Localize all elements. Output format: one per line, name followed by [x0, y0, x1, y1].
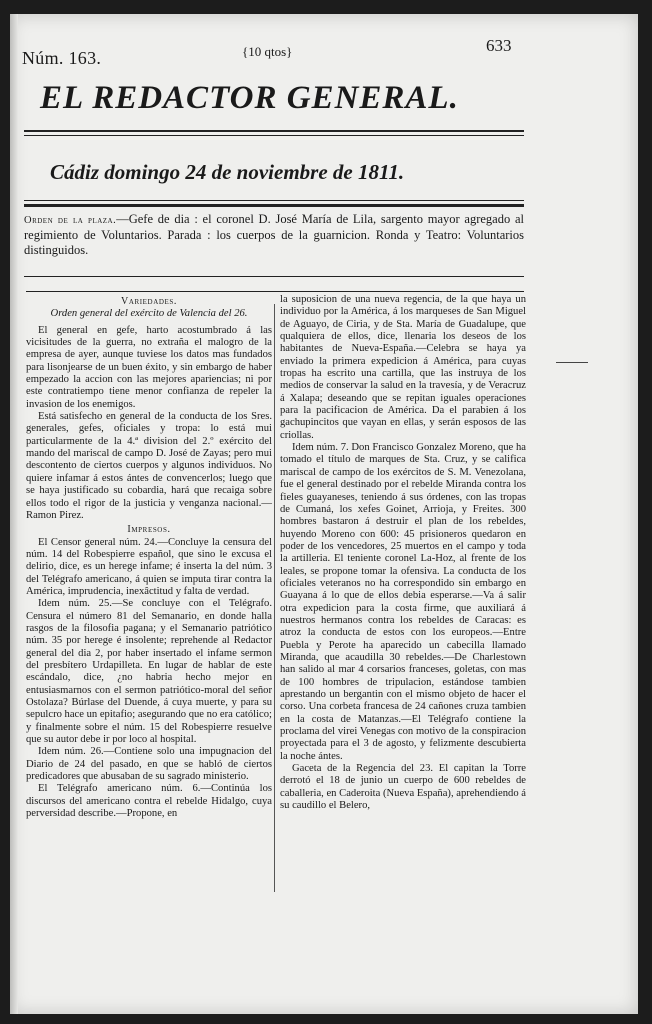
orden-label: Orden de la plaza. — [24, 215, 117, 226]
orden-de-la-plaza — [24, 212, 524, 258]
left-column — [26, 294, 272, 820]
paragraph: Idem núm. 7. Don Francisco Gonzalez Moreno, que ha tomado el título de marques de Sta. Cruz, y se califica mariscal de campo de los exércitos de S. M. Venezolana, fue el general destinado por el rebelde Miranda contra los fieles guayaneses, teniendo á sus órdenes, con las tropas de Cumaná, los xefes Goinet, Arrioja, y Freites. 300 hombres bastaron á destruir el plan de los rebeldes, huyendo Moreno con 600: 45 prisioneros quedaron en poder de los vencedores, 25 muertos en el campo y toda la artilleria. El teniente coronel La-Hoz, al frente de los leales, se propone tomar la ofensiva. La conducta de los oficiales veteranos no ha correspondido sin embargo en Guayana á lo que de ellos debia esperarse.—Va á salir otra expedicion para la costa firme, que auxiliará á nuestros hermanos contra los rebeldes de Caracas: es atroz la conducta de estos con los europeos.—Entre Puebla y Perote ha aparecido un cabecilla llamado Miranda, que acaudilla 30 rebeldes.—De Charlestown han salido al mar 4 corsarios franceses, goletas, con mas de 100 hombres de tripulacion, estándose tambien aprestando un bergantin con el mismo objeto de hacer el corso. Una corbeta francesa de 24 cañones cruza tambien en la costa de Matanzas.—El Telégrafo contiene la proclama del virei Venegas con motivo de la conspiracion proyectada para el 3 de agosto, y felizmente descubierta la noche ántes. — [280, 442, 526, 762]
paragraph: la suposicion de una nueva regencia, de la que haya un individuo por la América, á los marqueses de San Miguel de Aguayo, de Ciria, y de Sta. María de Guadalupe, que qualquiera de ellos, dice, llenaria los deseos de los habitantes de Nueva-España.—Celebra se haya ya enviado la primera expedicion á América, para cuyas tropas ha escrito una cartilla, que las instruya de los medios de conservar la salud en la travesía, y de Veracruz á Xalapa; deseando que se repitan iguales operaciones para la pacificacion de América. Da el parabien á los gachupincitos que vayan en ellas, y serán esposos de las criollas. — [280, 294, 526, 441]
newspaper-page — [10, 14, 638, 1014]
masthead-title: EL REDACTOR GENERAL. — [40, 80, 459, 116]
issue-price: {10 qtos} — [242, 44, 293, 59]
section-title-variedades: Variedades. — [121, 296, 177, 307]
orden-text: —Gefe de dia : el coronel D. José María de Lila, sargento mayor agregado al regimiento de Voluntarios. Parada : los cuerpos de la guarnicion. Ronda y Teatro: Voluntarios distinguidos. — [24, 212, 524, 257]
paragraph: Gaceta de la Regencia del 23. El capitan la Torre derrotó el 18 de junio un cuerpo de 600 rebeldes de caballeria, en Caderoita (Nueva España), aprehendiendo á su caudillo el Belero, — [280, 763, 526, 812]
orden-rule — [24, 276, 524, 277]
column-divider — [274, 304, 275, 892]
page-spine — [10, 14, 18, 1014]
section-subtitle: Orden general del exército de Valencia del 26. — [50, 308, 248, 320]
section-title-impresos: Impresos. — [127, 524, 171, 536]
masthead-rule-thick — [24, 130, 524, 132]
right-column — [280, 294, 526, 812]
margin-mark — [556, 362, 588, 363]
dateline: Cádiz domingo 24 de noviembre de 1811. — [50, 160, 405, 184]
paragraph: Idem núm. 25.—Se concluye con el Telégrafo. Censura el número 81 del Semanario, en donde halla rasgos de la filosofia pagana; y el Semanario patriótico núm. 35 por herege é insolente; reprehende al Redactor general del dia 2, por haber insertado el infame sermon del presbítero Urdapilleta. En lugar de hablar de este escándalo, dice, ¿no habria hecho mejor en entusiasmarnos con el sermon patriótico-moral del señor Ostolaza? Búrlase del Duende, á cuya muerte, y para su sepulcro hace un epitafio; asegurando que no era católico; y finalmente sobre el núm. 15 del Robespierre resuelve que su autor debe ir por loco al hospital. — [26, 598, 272, 746]
page-number: 633 — [486, 36, 512, 55]
paragraph: El Telégrafo americano núm. 6.—Continúa los discursos del americano contra el rebelde Hidalgo, cuya perversidad describe.—Propone, en — [26, 783, 272, 820]
columns-top-rule — [26, 291, 524, 292]
paragraph: Idem núm. 26.—Contiene solo una impugnacion del Diario de 24 del pasado, en que se habló de ciertos predicadores que abusaban de su sagrado ministerio. — [26, 746, 272, 783]
paragraph: El general en gefe, harto acostumbrado á las vicisitudes de la guerra, no extraña el malogro de la empresa de ayer, aunque tuviese los datos mas fundados para lisonjearse de un buen éxito, y sin embargo de haber empezado la accion con las mejores apariencias; ni por este contratiempo tiene menor confianza de repeler la invasion de los enemigos. — [26, 324, 272, 410]
paragraph: Está satisfecho en general de la conducta de los Sres. generales, gefes, oficiales y tropa: lo está mui particularmente de la 4.ª division del 2.º exército del mando del mariscal de campo D. José de Zayas; pero mui descontento de ciertos cuerpos y algunos individuos. No quiere infamar á estos ántes de convencerlos; luego que se haya justificado su cobardia, hará que recaiga sobre ellos todo el rigor de la justicia y venganza nacional.—Ramon Pirez. — [26, 411, 272, 521]
paragraph: El Censor general núm. 24.—Concluye la censura del núm. 14 del Robespierre español, que sino le excusa el delirio, dice, es un herege infame; é inserta la del núm. 3 del Telégrafo americano, á quien se imputa tirar contra la América, imprudencia, inexâctitud y falta de verdad. — [26, 536, 272, 597]
masthead-rule-thin — [24, 135, 524, 136]
dateline-rule-thin — [24, 200, 524, 201]
dateline-rule-thick — [24, 204, 524, 207]
issue-number: Núm. 163. — [22, 48, 102, 68]
